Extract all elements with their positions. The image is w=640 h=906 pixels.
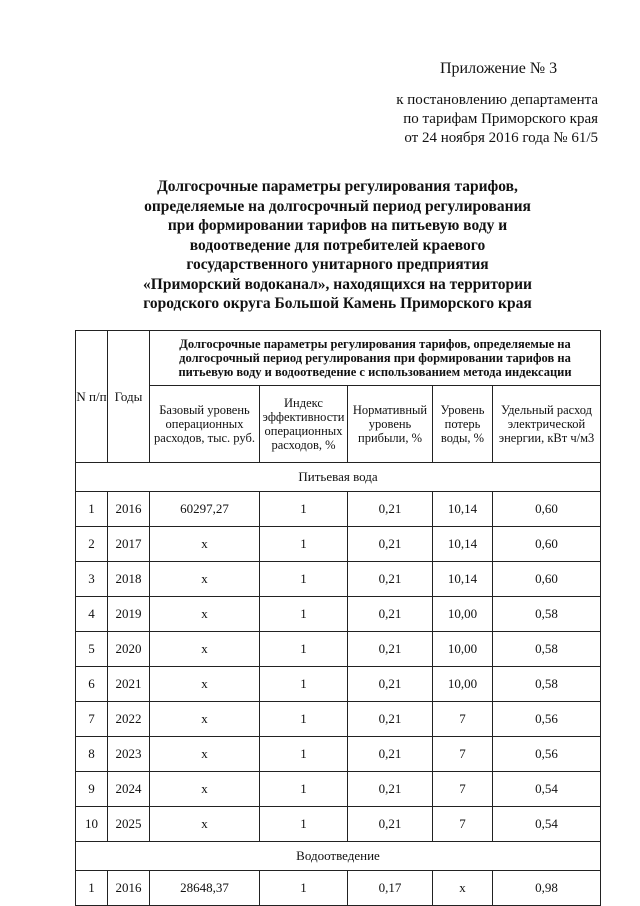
cell-year: 2017	[108, 527, 150, 562]
cell-number: 9	[76, 772, 108, 807]
cell-energy-consumption: 0,98	[493, 871, 601, 906]
cell-number: 8	[76, 737, 108, 772]
cell-water-losses: 10,14	[433, 562, 493, 597]
cell-water-losses: 10,14	[433, 527, 493, 562]
title-line: водоотведение для потребителей краевого	[189, 236, 486, 254]
decree-line: по тарифам Приморского края	[403, 111, 598, 127]
cell-profit-level: 0,21	[348, 562, 433, 597]
column-header-water-losses: Уровень потерь воды, %	[433, 386, 493, 463]
cell-efficiency-index: 1	[260, 597, 348, 632]
cell-profit-level: 0,21	[348, 737, 433, 772]
cell-efficiency-index: 1	[260, 492, 348, 527]
decree-line: к постановлению департамента	[396, 92, 598, 108]
title-line: определяемые на долгосрочный период регулирования	[144, 197, 531, 215]
table-row	[76, 632, 601, 667]
cell-energy-consumption: 0,56	[493, 702, 601, 737]
table-row	[76, 667, 601, 702]
table-row	[76, 527, 601, 562]
section-title: Водоотведение	[76, 842, 601, 871]
cell-base-opex: 28648,37	[150, 871, 260, 906]
cell-water-losses: 7	[433, 737, 493, 772]
cell-number: 10	[76, 807, 108, 842]
cell-water-losses: 10,14	[433, 492, 493, 527]
appendix-label: Приложение № 3	[440, 60, 558, 77]
cell-profit-level: 0,21	[348, 772, 433, 807]
cell-base-opex: х	[150, 702, 260, 737]
decree-line: от 24 ноября 2016 года № 61/5	[404, 130, 598, 146]
cell-efficiency-index: 1	[260, 527, 348, 562]
cell-efficiency-index: 1	[260, 737, 348, 772]
cell-profit-level: 0,21	[348, 702, 433, 737]
cell-profit-level: 0,21	[348, 527, 433, 562]
column-header-year: Годы	[108, 331, 150, 463]
cell-efficiency-index: 1	[260, 772, 348, 807]
cell-energy-consumption: 0,60	[493, 492, 601, 527]
cell-number: 2	[76, 527, 108, 562]
cell-water-losses: 7	[433, 772, 493, 807]
table-row	[76, 807, 601, 842]
cell-profit-level: 0,21	[348, 667, 433, 702]
table-row	[76, 492, 601, 527]
cell-water-losses: 10,00	[433, 597, 493, 632]
title-line: городского округа Большой Камень Приморского края	[143, 295, 532, 312]
table-row	[76, 737, 601, 772]
cell-year: 2021	[108, 667, 150, 702]
cell-number: 4	[76, 597, 108, 632]
table-row	[76, 562, 601, 597]
cell-base-opex: х	[150, 737, 260, 772]
cell-year: 2025	[108, 807, 150, 842]
cell-profit-level: 0,21	[348, 597, 433, 632]
group-header: Долгосрочные параметры регулирования тарифов, определяемые на долгосрочный период регулирования при формировании тарифов на питьевую воду и водоотведение с использованием метода индексации	[150, 331, 601, 386]
cell-base-opex: х	[150, 632, 260, 667]
cell-base-opex: х	[150, 772, 260, 807]
table-body	[76, 463, 601, 906]
cell-efficiency-index: 1	[260, 667, 348, 702]
column-header-efficiency-index: Индекс эффективности операционных расходов, %	[260, 386, 348, 463]
cell-water-losses: х	[433, 871, 493, 906]
table-row	[76, 772, 601, 807]
cell-number: 7	[76, 702, 108, 737]
cell-base-opex: 60297,27	[150, 492, 260, 527]
column-header-number: N п/п	[76, 331, 108, 463]
cell-energy-consumption: 0,60	[493, 562, 601, 597]
column-header-base-opex: Базовый уровень операционных расходов, тыс. руб.	[150, 386, 260, 463]
cell-number: 5	[76, 632, 108, 667]
cell-efficiency-index: 1	[260, 807, 348, 842]
decree-reference	[396, 91, 598, 148]
title-line: государственного унитарного предприятия	[186, 256, 489, 273]
cell-energy-consumption: 0,56	[493, 737, 601, 772]
section-row	[76, 842, 601, 871]
cell-efficiency-index: 1	[260, 562, 348, 597]
title-line: при формировании тарифов на питьевую воду и	[167, 217, 508, 234]
section-row	[76, 463, 601, 492]
cell-base-opex: х	[150, 807, 260, 842]
cell-year: 2023	[108, 737, 150, 772]
cell-energy-consumption: 0,54	[493, 807, 601, 842]
cell-number: 1	[76, 871, 108, 906]
cell-water-losses: 7	[433, 702, 493, 737]
cell-base-opex: х	[150, 597, 260, 632]
cell-water-losses: 10,00	[433, 667, 493, 702]
parameters-table	[75, 330, 601, 906]
cell-efficiency-index: 1	[260, 702, 348, 737]
column-header-profit-level: Нормативный уровень прибыли, %	[348, 386, 433, 463]
cell-year: 2018	[108, 562, 150, 597]
title-line: Долгосрочные параметры регулирования тарифов,	[157, 178, 518, 195]
cell-number: 1	[76, 492, 108, 527]
cell-base-opex: х	[150, 527, 260, 562]
table-row	[76, 597, 601, 632]
column-header-energy-consumption: Удельный расход электрической энергии, кВт ч/м3	[493, 386, 601, 463]
cell-year: 2019	[108, 597, 150, 632]
cell-year: 2016	[108, 492, 150, 527]
cell-energy-consumption: 0,60	[493, 527, 601, 562]
cell-water-losses: 10,00	[433, 632, 493, 667]
table-row	[76, 871, 601, 906]
table-row	[76, 702, 601, 737]
cell-water-losses: 7	[433, 807, 493, 842]
cell-base-opex: х	[150, 562, 260, 597]
cell-number: 6	[76, 667, 108, 702]
title-line: «Приморский водоканал», находящихся на территории	[143, 275, 532, 293]
cell-number: 3	[76, 562, 108, 597]
cell-profit-level: 0,17	[348, 871, 433, 906]
cell-year: 2016	[108, 871, 150, 906]
cell-base-opex: х	[150, 667, 260, 702]
cell-energy-consumption: 0,58	[493, 632, 601, 667]
document-title	[60, 177, 615, 314]
cell-year: 2024	[108, 772, 150, 807]
cell-year: 2020	[108, 632, 150, 667]
cell-efficiency-index: 1	[260, 871, 348, 906]
cell-energy-consumption: 0,58	[493, 597, 601, 632]
cell-energy-consumption: 0,54	[493, 772, 601, 807]
cell-efficiency-index: 1	[260, 632, 348, 667]
cell-year: 2022	[108, 702, 150, 737]
cell-profit-level: 0,21	[348, 632, 433, 667]
cell-profit-level: 0,21	[348, 807, 433, 842]
cell-profit-level: 0,21	[348, 492, 433, 527]
cell-energy-consumption: 0,58	[493, 667, 601, 702]
section-title: Питьевая вода	[76, 463, 601, 492]
